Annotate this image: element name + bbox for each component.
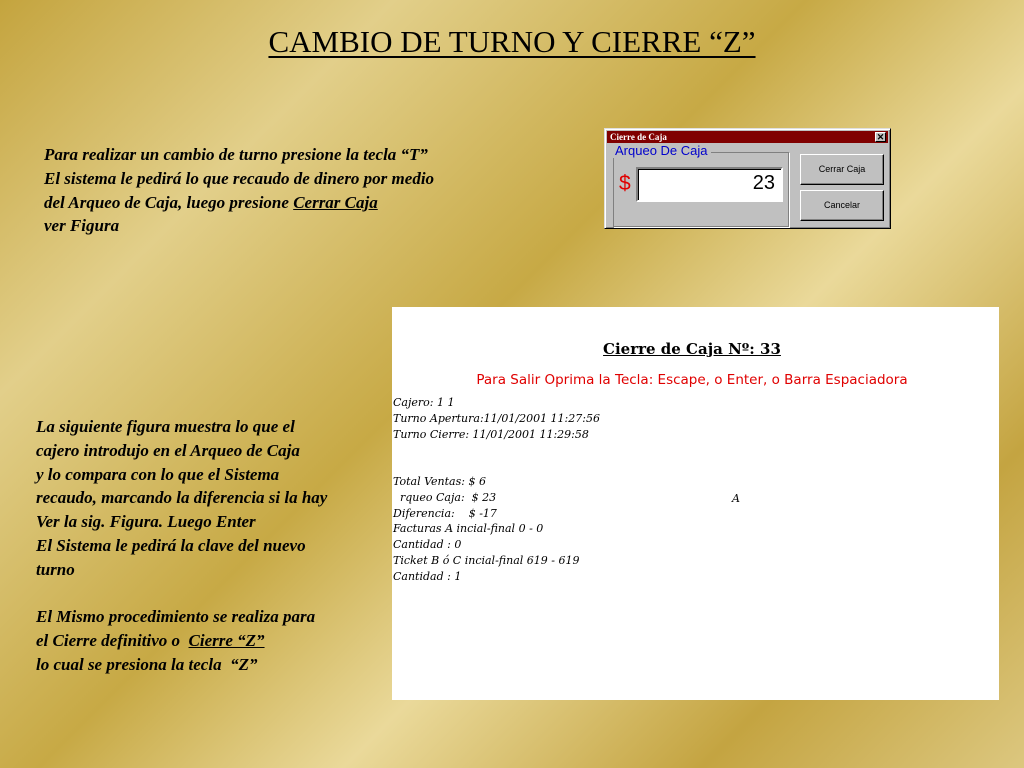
slide-title: CAMBIO DE TURNO Y CIERRE “Z” — [268, 24, 756, 59]
instruction-line: El sistema le pedirá lo que recaudo de dinero por medio — [44, 168, 435, 188]
instruction-text: del Arqueo de Caja, luego presione — [44, 192, 294, 212]
instructions-report — [36, 415, 327, 677]
cierre-z-reference: Cierre “Z” — [188, 631, 265, 651]
report-turno-apertura: Turno Apertura:11/01/2001 11:27:56 — [393, 412, 600, 425]
instruction-line: turno — [36, 559, 75, 579]
blank-line — [36, 582, 327, 606]
dialog-titlebar — [607, 131, 888, 143]
report-diferencia: Diferencia: $ -17 — [393, 507, 497, 520]
arqueo-group-label: Arqueo De Caja — [612, 143, 711, 158]
report-cantidad-a: Cantidad : 0 — [393, 538, 462, 551]
cerrar-caja-reference: Cerrar Caja — [293, 192, 378, 212]
cerrar-caja-button[interactable]: Cerrar Caja — [800, 154, 884, 185]
instruction-line: La siguiente figura muestra lo que el — [36, 417, 295, 436]
instruction-line: El Mismo procedimiento se realiza para — [36, 607, 316, 627]
instruction-line: ver Figura — [44, 216, 120, 236]
instruction-line: cajero introdujo en el Arqueo de Caja — [36, 440, 300, 460]
instruction-line: recaudo, marcando la diferencia si la hay — [36, 488, 328, 508]
dialog-title: Cierre de Caja — [610, 132, 667, 142]
instruction-line — [36, 629, 327, 653]
instruction-text: el Cierre definitivo o — [36, 631, 189, 651]
instruction-line: Ver la sig. Figura. Luego Enter — [36, 512, 256, 532]
instruction-line: lo cual se presiona la tecla “Z” — [36, 654, 258, 674]
instruction-line: El Sistema le pedirá la clave del nuevo — [36, 535, 306, 555]
instruction-line: y lo compara con lo que el Sistema — [36, 464, 280, 484]
report-turno-cierre: Turno Cierre: 11/01/2001 11:29:58 — [393, 428, 589, 441]
report-ticket-bc: Ticket B ó C incial-final 619 - 619 — [393, 554, 580, 567]
instructions-shift-change — [44, 143, 434, 238]
report-total-ventas: Total Ventas: $ 6 — [393, 475, 486, 488]
amount-input[interactable]: 23 — [636, 167, 783, 202]
report-facturas-a: Facturas A incial-final 0 - 0 — [393, 522, 544, 535]
report-title: Cierre de Caja Nº: 33 — [603, 340, 781, 358]
currency-symbol: $ — [619, 172, 631, 195]
cancelar-button[interactable]: Cancelar — [800, 190, 884, 221]
report-arqueo-caja: rqueo Caja: $ 23 — [393, 491, 497, 504]
report-cantidad-bc: Cantidad : 1 — [393, 570, 462, 583]
report-exit-instruction: Para Salir Oprima la Tecla: Escape, o Enter, o Barra Espaciadora — [476, 372, 908, 388]
instruction-line — [44, 191, 434, 215]
instruction-line: Para realizar un cambio de turno presione la tecla “T” — [44, 145, 428, 164]
report-cajero: Cajero: 1 1 — [393, 396, 455, 409]
close-icon[interactable]: ✕ — [876, 132, 885, 142]
report-stray-char: A — [732, 492, 740, 505]
